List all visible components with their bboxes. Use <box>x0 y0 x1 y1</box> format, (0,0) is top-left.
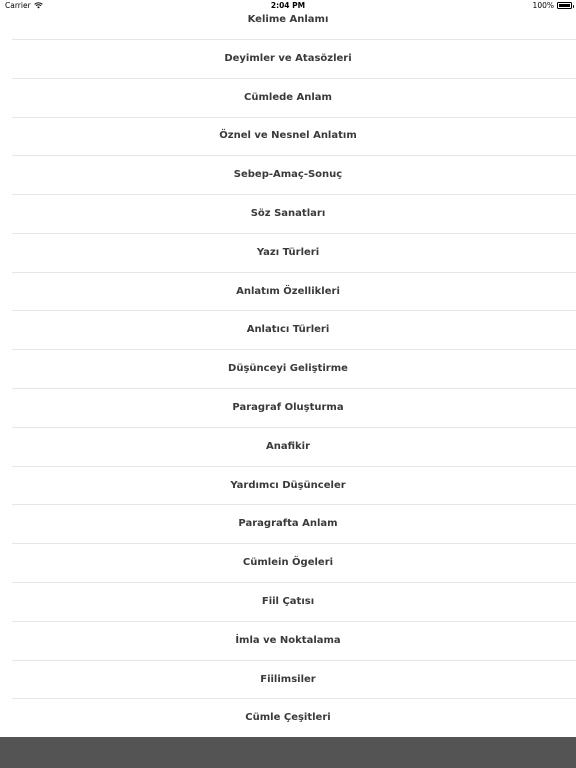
list-item-label: Düşünceyi Geliştirme <box>228 363 348 375</box>
battery-percent: 100% <box>532 1 554 10</box>
list-item-label: Cümle Çeşitleri <box>245 712 331 724</box>
list-item-label: Yazı Türleri <box>256 246 320 258</box>
list-item-label: Fiil Çatısı <box>261 595 315 607</box>
list-item[interactable] <box>0 117 576 156</box>
list-item[interactable] <box>0 582 576 621</box>
list-item-label: İmla ve Noktalama <box>235 634 341 646</box>
battery-icon <box>557 2 572 9</box>
list-item-label: Cümlede Anlam <box>244 91 332 103</box>
list-item-label: Paragraf Oluşturma <box>232 401 344 413</box>
list-item-label: Anafikir <box>265 440 311 452</box>
list-item[interactable] <box>0 194 576 233</box>
list-item-label: Söz Sanatları <box>250 207 326 219</box>
list-item[interactable] <box>0 272 576 311</box>
list-item[interactable] <box>0 388 576 427</box>
carrier-label: Carrier <box>5 1 31 10</box>
list-item[interactable] <box>0 427 576 466</box>
battery-group <box>533 1 572 10</box>
bottom-bar <box>0 737 576 768</box>
list-item[interactable] <box>0 543 576 582</box>
list-item-label: Sebep-Amaç-Sonuç <box>233 169 343 181</box>
list-item-label: Fiilimsiler <box>260 673 316 685</box>
status-time: 2:04 PM <box>270 1 306 10</box>
list-item[interactable] <box>0 233 576 272</box>
list-item-label: Anlatım Özellikleri <box>236 285 340 297</box>
list-item[interactable] <box>0 155 576 194</box>
list-item[interactable] <box>0 505 576 544</box>
list-item-label: Yardımcı Düşünceler <box>230 479 346 491</box>
list-item-label: Öznel ve Nesnel Anlatım <box>219 130 357 142</box>
list-item-label: Paragrafta Anlam <box>238 518 338 530</box>
list-item-label: Anlatıcı Türleri <box>246 324 330 336</box>
list-item-label: Deyimler ve Atasözleri <box>224 52 352 64</box>
status-bar <box>0 0 576 12</box>
battery-fill <box>559 4 570 7</box>
list-item[interactable] <box>0 78 576 117</box>
list-item[interactable] <box>0 39 576 78</box>
list-item[interactable] <box>0 311 576 350</box>
list-item[interactable] <box>0 466 576 505</box>
list-item[interactable] <box>0 349 576 388</box>
list-item[interactable] <box>0 699 576 738</box>
list-item-label: Kelime Anlamı <box>247 13 329 25</box>
list-item-label: Cümlein Ögeleri <box>242 557 334 569</box>
list-item[interactable] <box>0 621 576 660</box>
list-item[interactable] <box>0 660 576 699</box>
